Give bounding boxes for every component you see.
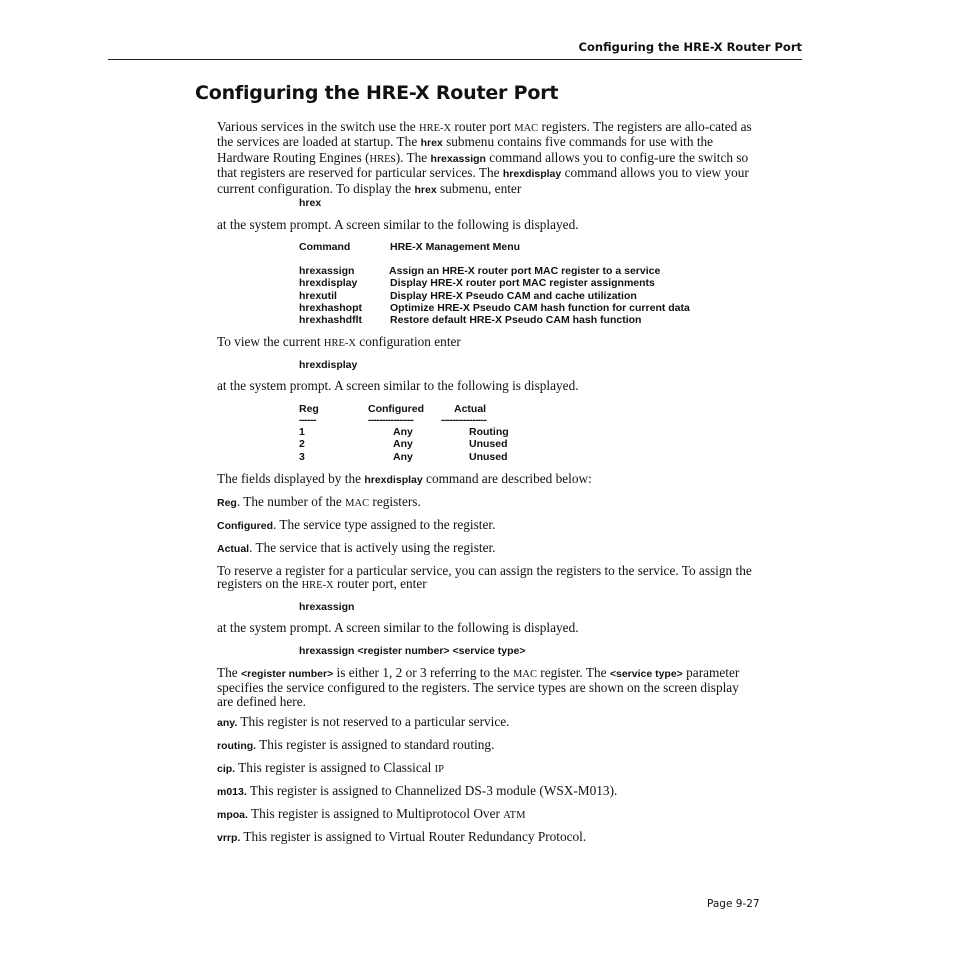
column-header-configured: Configured bbox=[368, 403, 424, 415]
column-header-menu: HRE-X Management Menu bbox=[390, 241, 521, 253]
page-number: Page 9-27 bbox=[707, 898, 760, 910]
column-header-actual: Actual bbox=[454, 403, 487, 415]
intro-paragraph: Various services in the switch use the HRE-X router port MAC registers. The registers are allo-cated as the services are loaded at startup. The hrex submenu contains five commands for use with the Hardware Routing Engines (HREs). The hrexassign command allows you to config-ure the switch so that registers are reserved for particular services. The hrexdisplay command allows you to view your current configuration. To display the hrex submenu, enter bbox=[217, 119, 752, 196]
running-header-title: Configuring the HRE-X Router Port bbox=[578, 40, 802, 54]
service-m013: m013. This register is assigned to Channelized DS-3 module (WSX-M013). bbox=[217, 783, 618, 798]
reserve-paragraph: To reserve a register for a particular service, you can assign the registers to the service. To assign the registers on the HRE-X router port, enter bbox=[217, 563, 752, 592]
command-hrexdisplay: hrexdisplay bbox=[299, 359, 358, 371]
syntax-line: hrexassign <register number> <service type> bbox=[299, 645, 526, 657]
prompt-line: at the system prompt. A screen similar to the following is displayed. bbox=[217, 378, 579, 393]
service-routing: routing. This register is assigned to standard routing. bbox=[217, 737, 495, 752]
view-config-line: To view the current HRE-X configuration enter bbox=[217, 334, 461, 349]
definition-configured: Configured. The service type assigned to the register. bbox=[217, 517, 496, 532]
command-hrexassign: hrexassign bbox=[299, 601, 355, 613]
service-cip: cip. This register is assigned to Classical IP bbox=[217, 760, 444, 775]
prompt-line: at the system prompt. A screen similar to the following is displayed. bbox=[217, 217, 579, 232]
service-any: any. This register is not reserved to a particular service. bbox=[217, 714, 510, 729]
keyword-hrexdisplay: hrexdisplay bbox=[502, 168, 562, 181]
header-rule bbox=[108, 59, 802, 60]
keyword-hrexassign: hrexassign bbox=[430, 152, 486, 165]
page-title: Configuring the HRE-X Router Port bbox=[195, 82, 559, 104]
keyword-hrex: hrex bbox=[414, 183, 437, 196]
service-mpoa: mpoa. This register is assigned to Multiprotocol Over ATM bbox=[217, 806, 526, 821]
keyword-hrex: hrex bbox=[420, 137, 443, 150]
prompt-line: at the system prompt. A screen similar to the following is displayed. bbox=[217, 620, 579, 635]
service-vrrp: vrrp. This register is assigned to Virtual Router Redundancy Protocol. bbox=[217, 829, 587, 844]
column-header-reg: Reg bbox=[299, 403, 319, 415]
fields-line: The fields displayed by the hrexdisplay command are described below: bbox=[217, 471, 592, 486]
parameter-paragraph: The <register number> is either 1, 2 or 3 referring to the MAC register. The <service type> parameter specifies the service configured to the registers. The service types are shown on the screen display are defined here. bbox=[217, 665, 740, 709]
column-header-command: Command bbox=[299, 241, 351, 253]
definition-reg: Reg. The number of the MAC registers. bbox=[217, 494, 421, 509]
command-hrex: hrex bbox=[299, 197, 322, 209]
definition-actual: Actual. The service that is actively using the register. bbox=[217, 540, 496, 555]
